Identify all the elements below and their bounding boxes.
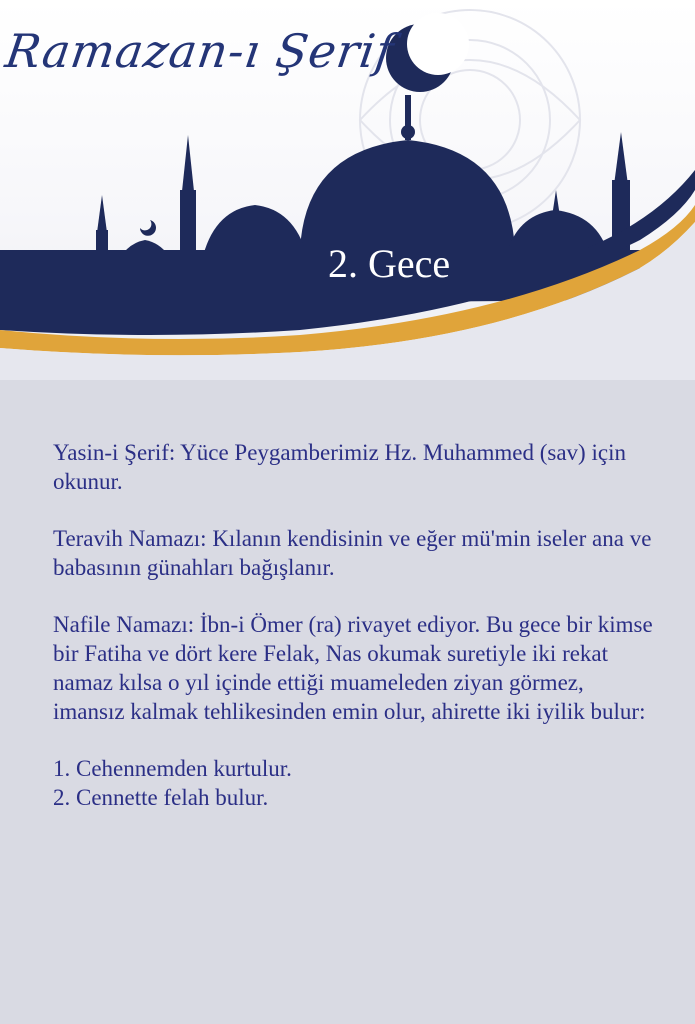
list-item: 2. Cennette felah bulur. [53, 785, 269, 810]
content-body [53, 438, 653, 812]
night-label: 2. Gece [328, 241, 451, 286]
paragraph-nafile: Nafile Namazı: İbn-i Ömer (ra) rivayet ediyor. Bu gece bir kimse bir Fatiha ve dört kere Felak, Nas okumak suretiyle iki rekat namaz kılsa o yıl içinde ettiği muameleden ziyan görmez, imansız kalmak tehlikesinden emin olur, ahirette iki iyilik bulur: [53, 612, 653, 724]
benefits-list [53, 754, 653, 812]
paragraph-yasin: Yasin-i Şerif: Yüce Peygamberimiz Hz. Muhammed (sav) için okunur. [53, 440, 626, 494]
crescent-moon-icon [386, 13, 469, 92]
header-banner [0, 0, 695, 380]
paragraph-teravih: Teravih Namazı: Kılanın kendisinin ve eğer mü'min iseler ana ve babasının günahları bağışlanır. [53, 526, 652, 580]
list-item: 1. Cehennemden kurtulur. [53, 756, 292, 781]
page-title: Ramazan-ı Şerif [2, 24, 398, 78]
